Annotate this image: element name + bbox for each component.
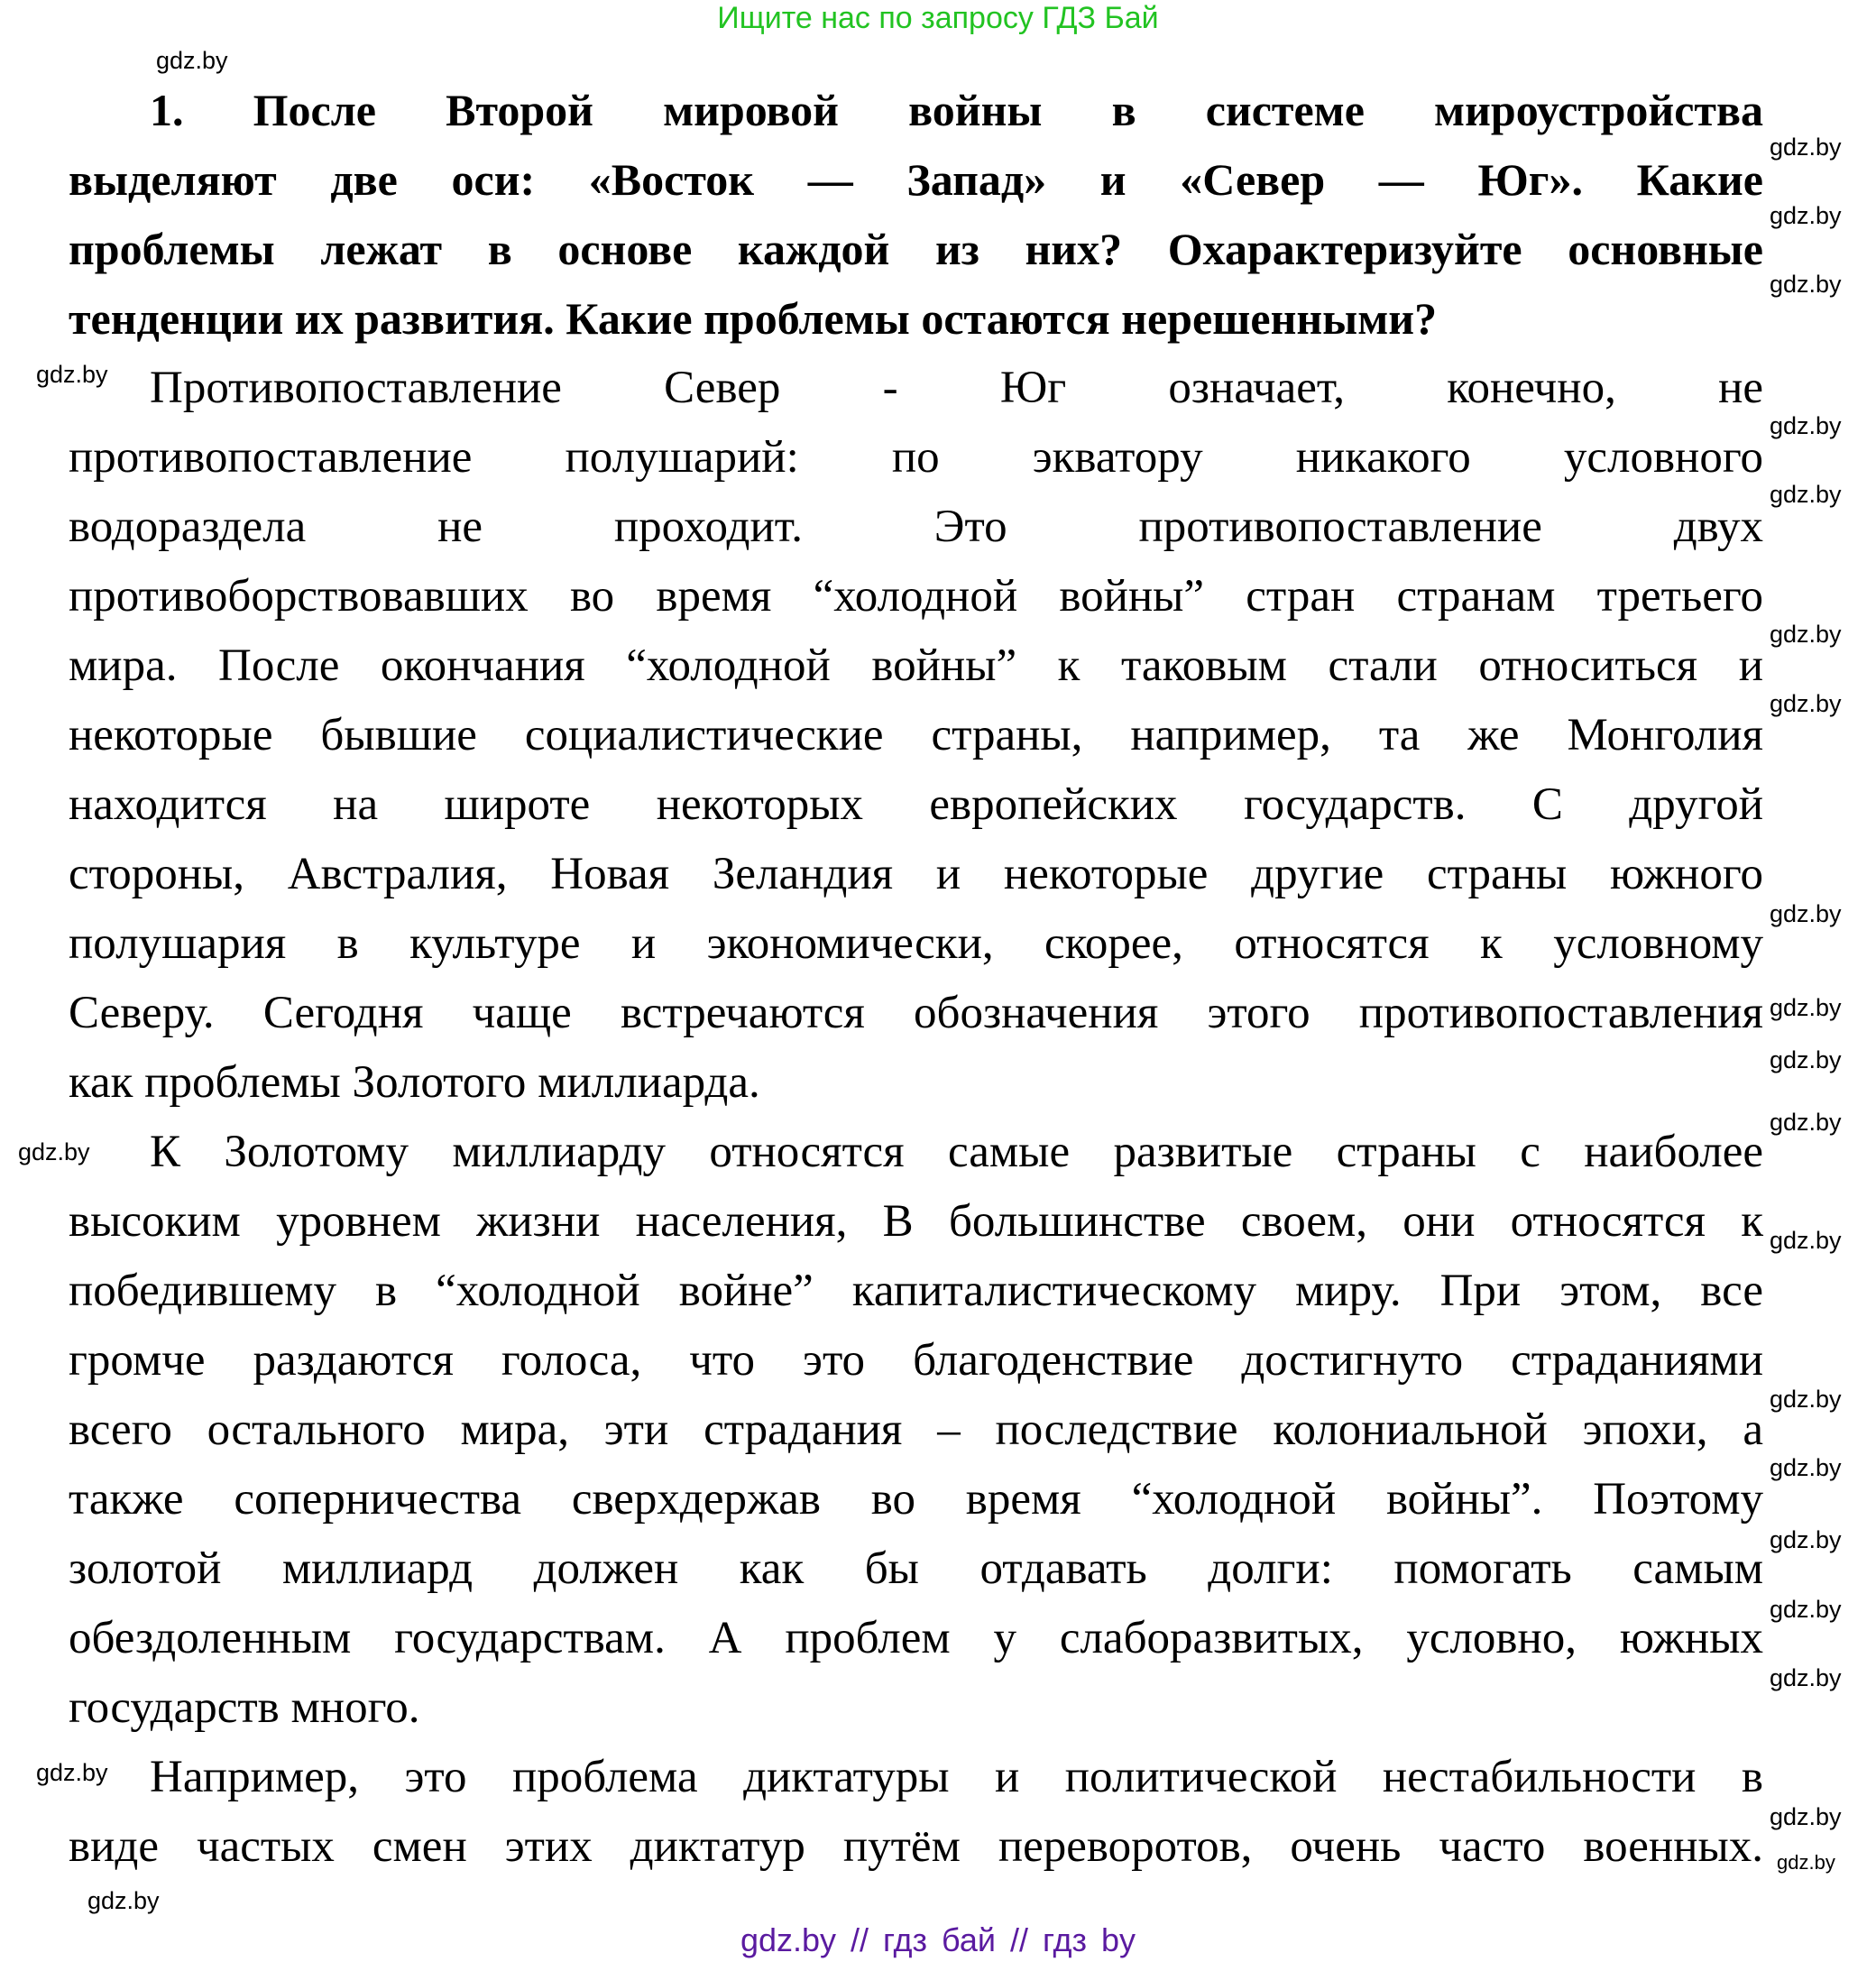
watermark: gdz.by [36, 1759, 108, 1786]
question-line: 1. После Второй мировой войны в системе мироустройства [150, 85, 1763, 135]
answer-line: противоборствовавших во время “холодной войны” стран странам третьего [69, 571, 1763, 622]
question-line: выделяют две оси: «Восток — Запад» и «Север — Юг». Какие [69, 154, 1763, 205]
answer-line: Северу. Сегодня чаще встречаются обозначения этого противопоставления [69, 988, 1763, 1038]
watermark: gdz.by [18, 1138, 90, 1165]
watermark: gdz.by [1770, 1046, 1842, 1073]
watermark: gdz.by [1770, 202, 1842, 229]
question-line: тенденции их развития. Какие проблемы остаются нерешенными? [69, 293, 1438, 344]
answer-line: стороны, Австралия, Новая Зеландия и некоторые другие страны южного [69, 849, 1763, 899]
watermark: gdz.by [1770, 1526, 1842, 1553]
answer-line: государств много. [69, 1682, 420, 1733]
answer-line: виде частых смен этих диктатур путём переворотов, очень часто военных. [69, 1821, 1763, 1872]
answer-line: некоторые бывшие социалистические страны, например, та же Монголия [69, 710, 1763, 760]
watermark: gdz.by [1770, 621, 1842, 648]
watermark: gdz.by [1770, 1386, 1842, 1413]
answer-line: победившему в “холодной войне” капиталистическому миру. При этом, все [69, 1266, 1763, 1316]
watermark: gdz.by [1770, 900, 1842, 927]
watermark: gdz.by [87, 1887, 160, 1914]
watermark: gdz.by [1770, 1803, 1842, 1830]
watermark: gdz.by [1770, 412, 1842, 439]
watermark: gdz.by [1770, 271, 1842, 298]
watermark: gdz.by [1770, 481, 1842, 508]
search-hint-banner: Ищите нас по запросу ГДЗ Бай [717, 1, 1159, 35]
answer-line: полушария в культуре и экономически, скорее, относятся к условному [69, 918, 1763, 969]
watermark: gdz.by [1770, 1596, 1842, 1623]
watermark: gdz.by [1770, 1227, 1842, 1254]
watermark: gdz.by [1770, 690, 1842, 717]
question-line: проблемы лежат в основе каждой из них? Охарактеризуйте основные [69, 224, 1763, 274]
watermark: gdz.by [36, 361, 108, 388]
answer-line: громче раздаются голоса, что это благоденствие достигнуто страданиями [69, 1335, 1763, 1386]
answer-line: Например, это проблема диктатуры и политической нестабильности в [150, 1752, 1763, 1802]
watermark: gdz.by [156, 47, 228, 74]
answer-line: К Золотому миллиарду относятся самые развитые страны с наиболее [150, 1127, 1763, 1177]
watermark: gdz.by [1770, 1664, 1842, 1691]
watermark: gdz.by [1770, 134, 1842, 161]
answer-line: обездоленным государствам. А проблем у слаборазвитых, условно, южных [69, 1613, 1763, 1663]
answer-line: как проблемы Золотого миллиарда. [69, 1057, 760, 1108]
answer-line: золотой миллиард должен как бы отдавать долги: помогать самым [69, 1543, 1763, 1594]
footer-links[interactable]: gdz.by // гдз бай // гдз by [740, 1921, 1136, 1958]
watermark: gdz.by [1770, 1454, 1842, 1481]
answer-line: всего остального мира, эти страдания – последствие колониальной эпохи, а [69, 1405, 1763, 1455]
watermark: gdz.by [1770, 1109, 1842, 1136]
answer-line: противопоставление полушарий: по экватору никакого условного [69, 432, 1763, 483]
watermark: gdz.by [1777, 1851, 1835, 1874]
answer-line: Противопоставление Север - Юг означает, конечно, не [150, 363, 1763, 413]
watermark: gdz.by [1770, 994, 1842, 1021]
answer-line: также соперничества сверхдержав во время “холодной войны”. Поэтому [69, 1474, 1763, 1524]
answer-line: мира. После окончания “холодной войны” к таковым стали относиться и [69, 640, 1763, 691]
answer-line: находится на широте некоторых европейских государств. С другой [69, 779, 1763, 830]
answer-line: высоким уровнем жизни населения, В большинстве своем, они относятся к [69, 1196, 1763, 1247]
answer-line: водораздела не проходит. Это противопоставление двух [69, 502, 1763, 552]
